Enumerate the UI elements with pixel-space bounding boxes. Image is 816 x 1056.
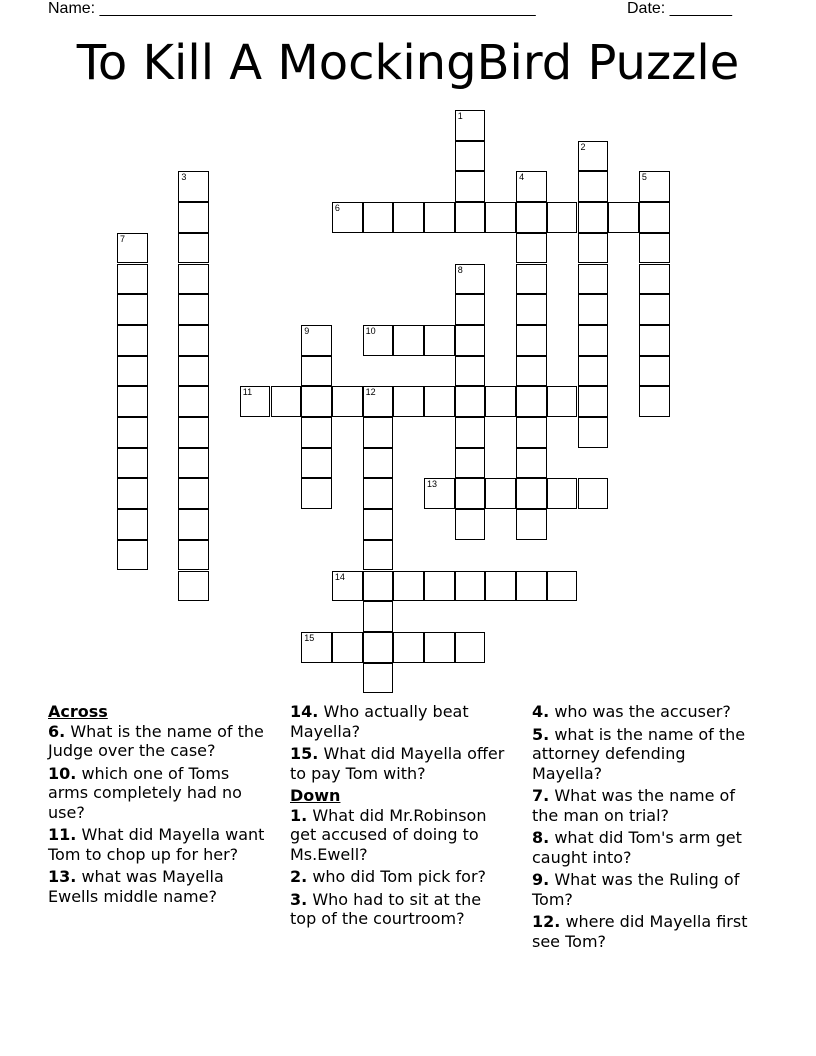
clue-item: [290, 744, 510, 783]
grid-cell[interactable]: [455, 448, 486, 479]
grid-cell[interactable]: [117, 294, 148, 325]
grid-cell[interactable]: [363, 417, 394, 448]
grid-cell[interactable]: [516, 202, 547, 233]
grid-cell[interactable]: [117, 448, 148, 479]
grid-cell[interactable]: [178, 540, 209, 571]
grid-cell[interactable]: [117, 233, 148, 264]
clue-item-text: What was the name of the man on trial?: [532, 786, 735, 825]
clue-item-number: 13.: [48, 867, 77, 886]
clue-item-number: 3.: [290, 889, 308, 909]
clue-number: 11: [242, 387, 253, 398]
grid-cell[interactable]: [547, 386, 578, 417]
grid-cell[interactable]: [363, 663, 394, 694]
grid-cell[interactable]: [178, 325, 209, 356]
clue-item: [290, 702, 510, 741]
grid-cell[interactable]: [516, 294, 547, 325]
grid-cell[interactable]: [178, 233, 209, 264]
grid-cell[interactable]: [240, 386, 271, 417]
grid-cell[interactable]: [117, 540, 148, 571]
clue-item-text: What was the Ruling of Tom?: [532, 870, 740, 909]
grid-cell[interactable]: [301, 417, 332, 448]
grid-cell[interactable]: [117, 264, 148, 295]
grid-cell[interactable]: [578, 325, 609, 356]
grid-cell[interactable]: [455, 509, 486, 540]
clue-item-text: what was Mayella Ewells middle name?: [48, 867, 224, 906]
grid-cell[interactable]: [516, 264, 547, 295]
grid-cell[interactable]: [301, 632, 332, 663]
grid-cell[interactable]: [178, 448, 209, 479]
grid-cell[interactable]: [516, 509, 547, 540]
grid-cell[interactable]: [455, 110, 486, 141]
grid-cell[interactable]: [485, 571, 516, 602]
grid-cell[interactable]: [393, 386, 424, 417]
clue-number: 1: [457, 111, 463, 121]
clue-item-number: 4.: [532, 702, 550, 721]
clue-item-number: 8.: [532, 828, 550, 847]
grid-cell[interactable]: [424, 325, 455, 356]
grid-cell[interactable]: [639, 356, 670, 387]
clues-column-1: [48, 702, 268, 909]
clue-item-text: What did Mayella want Tom to chop up for her?: [48, 825, 265, 864]
grid-cell[interactable]: [639, 233, 670, 264]
grid-cell[interactable]: [178, 509, 209, 540]
grid-cell[interactable]: [332, 386, 363, 417]
date-field-label: Date: _______: [627, 0, 732, 17]
clue-number: 12: [365, 387, 376, 398]
clue-item: [532, 702, 752, 722]
grid-cell[interactable]: [393, 632, 424, 663]
clue-item: [532, 786, 752, 825]
grid-cell[interactable]: [578, 171, 609, 202]
grid-cell[interactable]: [178, 202, 209, 233]
clue-item-number: 10.: [48, 763, 77, 783]
grid-cell[interactable]: [363, 571, 394, 602]
grid-cell[interactable]: [424, 632, 455, 663]
grid-cell[interactable]: [516, 356, 547, 387]
grid-cell[interactable]: [639, 171, 670, 202]
grid-cell[interactable]: [578, 356, 609, 387]
clue-number: 10: [365, 325, 376, 336]
grid-cell[interactable]: [117, 417, 148, 448]
grid-cell[interactable]: [578, 417, 609, 448]
grid-cell[interactable]: [639, 294, 670, 325]
clue-item-text: what is the name of the attorney defending Mayella?: [532, 724, 746, 783]
across-heading: Across: [48, 702, 108, 721]
grid-cell[interactable]: [455, 632, 486, 663]
clue-number: 3: [181, 172, 187, 183]
grid-cell[interactable]: [516, 233, 547, 264]
clue-item-text: What did Mr.Robinson get accused of doing to Ms.Ewell?: [290, 805, 487, 864]
grid-cell[interactable]: [639, 386, 670, 417]
grid-cell[interactable]: [455, 264, 486, 295]
grid-cell[interactable]: [178, 171, 209, 202]
grid-cell[interactable]: [332, 202, 363, 233]
clue-item-number: 11.: [48, 825, 77, 844]
grid-cell[interactable]: [485, 202, 516, 233]
clue-item-text: Who actually beat Mayella?: [290, 702, 469, 741]
grid-cell[interactable]: [178, 571, 209, 602]
clue-item: [48, 825, 268, 864]
clue-item: [532, 725, 752, 784]
down-heading: Down: [290, 786, 341, 805]
grid-cell[interactable]: [578, 294, 609, 325]
grid-cell[interactable]: [578, 141, 609, 172]
clue-item: [290, 890, 510, 929]
grid-cell[interactable]: [455, 478, 486, 509]
clue-item-number: 1.: [290, 805, 308, 825]
grid-cell[interactable]: [516, 325, 547, 356]
clue-item: [290, 867, 510, 887]
grid-cell[interactable]: [516, 386, 547, 417]
grid-cell[interactable]: [639, 202, 670, 233]
grid-cell[interactable]: [363, 540, 394, 571]
grid-cell[interactable]: [424, 478, 455, 509]
grid-cell[interactable]: [516, 571, 547, 602]
grid-cell[interactable]: [455, 202, 486, 233]
grid-cell[interactable]: [178, 478, 209, 509]
grid-cell[interactable]: [455, 171, 486, 202]
clue-item-text: who was the accuser?: [554, 702, 731, 721]
grid-cell[interactable]: [271, 386, 302, 417]
clue-number: 15: [304, 632, 315, 643]
grid-cell[interactable]: [424, 571, 455, 602]
grid-cell[interactable]: [117, 478, 148, 509]
name-field-label: Name: _________________________________________________: [48, 0, 536, 17]
grid-cell[interactable]: [516, 417, 547, 448]
grid-cell[interactable]: [455, 386, 486, 417]
grid-cell[interactable]: [332, 632, 363, 663]
grid-cell[interactable]: [393, 571, 424, 602]
clue-item-number: 5.: [532, 724, 550, 744]
clue-item-text: Who had to sit at the top of the courtroom?: [290, 889, 482, 928]
grid-cell[interactable]: [363, 202, 394, 233]
grid-cell[interactable]: [117, 386, 148, 417]
grid-cell[interactable]: [178, 356, 209, 387]
grid-cell[interactable]: [578, 264, 609, 295]
grid-cell[interactable]: [516, 478, 547, 509]
grid-cell[interactable]: [455, 325, 486, 356]
grid-cell[interactable]: [363, 448, 394, 479]
clue-item-number: 7.: [532, 786, 550, 805]
clues-column-3: [532, 702, 752, 954]
grid-cell[interactable]: [117, 356, 148, 387]
grid-cell[interactable]: [455, 571, 486, 602]
grid-cell[interactable]: [363, 386, 394, 417]
clues-column-2: [290, 702, 510, 932]
grid-cell[interactable]: [393, 202, 424, 233]
grid-cell[interactable]: [455, 294, 486, 325]
clue-item-number: 14.: [290, 702, 319, 721]
page-title: To Kill A MockingBird Puzzle: [76, 35, 740, 91]
grid-cell[interactable]: [639, 325, 670, 356]
grid-cell[interactable]: [363, 509, 394, 540]
clue-number: 8: [457, 264, 463, 275]
grid-cell[interactable]: [363, 601, 394, 632]
grid-cell[interactable]: [608, 202, 639, 233]
clue-number: 4: [519, 172, 525, 183]
clue-item-text: What is the name of the Judge over the case?: [48, 721, 264, 760]
clue-number: 9: [304, 325, 310, 336]
clue-item-text: who did Tom pick for?: [312, 867, 487, 886]
clue-item-text: What did Mayella offer to pay Tom with?: [290, 744, 505, 783]
clue-number: 7: [120, 233, 126, 244]
grid-cell[interactable]: [578, 233, 609, 264]
grid-cell[interactable]: [393, 325, 424, 356]
grid-cell[interactable]: [424, 202, 455, 233]
grid-cell[interactable]: [547, 202, 578, 233]
grid-cell[interactable]: [485, 386, 516, 417]
grid-cell[interactable]: [424, 386, 455, 417]
grid-cell[interactable]: [363, 325, 394, 356]
grid-cell[interactable]: [455, 141, 486, 172]
grid-cell[interactable]: [178, 264, 209, 295]
clue-item-text: where did Mayella first see Tom?: [532, 912, 748, 951]
grid-cell[interactable]: [301, 448, 332, 479]
clue-item-number: 12.: [532, 912, 561, 931]
clue-item-number: 15.: [290, 744, 319, 763]
grid-cell[interactable]: [455, 356, 486, 387]
grid-cell[interactable]: [178, 294, 209, 325]
clue-item-number: 6.: [48, 721, 66, 741]
grid-cell[interactable]: [301, 325, 332, 356]
clue-number: 13: [427, 479, 438, 490]
grid-cell[interactable]: [485, 478, 516, 509]
grid-cell[interactable]: [639, 264, 670, 295]
grid-cell[interactable]: [178, 386, 209, 417]
clue-item-text: which one of Toms arms completely had no use?: [48, 763, 242, 822]
grid-cell[interactable]: [516, 448, 547, 479]
grid-cell[interactable]: [332, 571, 363, 602]
clue-item: [48, 764, 268, 823]
grid-cell[interactable]: [455, 417, 486, 448]
clue-number: 2: [580, 141, 586, 152]
clue-number: 5: [641, 172, 647, 183]
grid-cell[interactable]: [547, 571, 578, 602]
grid-cell[interactable]: [117, 325, 148, 356]
grid-cell[interactable]: [301, 356, 332, 387]
grid-cell[interactable]: [547, 478, 578, 509]
grid-cell[interactable]: [578, 202, 609, 233]
grid-cell[interactable]: [301, 478, 332, 509]
clue-item-number: 9.: [532, 870, 550, 889]
clue-item: [290, 806, 510, 865]
grid-cell[interactable]: [578, 478, 609, 509]
clue-item: [532, 870, 752, 909]
clue-item: [532, 828, 752, 867]
clue-item-number: 2.: [290, 867, 308, 886]
clue-item: [48, 722, 268, 761]
grid-cell[interactable]: [301, 386, 332, 417]
clue-item: [532, 912, 752, 951]
grid-cell[interactable]: [516, 171, 547, 202]
grid-cell[interactable]: [178, 417, 209, 448]
grid-cell[interactable]: [363, 478, 394, 509]
grid-cell[interactable]: [363, 632, 394, 663]
clue-item-text: what did Tom's arm get caught into?: [532, 828, 742, 867]
clue-item: [48, 867, 268, 906]
clue-number: 14: [334, 571, 345, 582]
grid-cell[interactable]: [578, 386, 609, 417]
grid-cell[interactable]: [117, 509, 148, 540]
clue-number: 6: [334, 203, 340, 214]
